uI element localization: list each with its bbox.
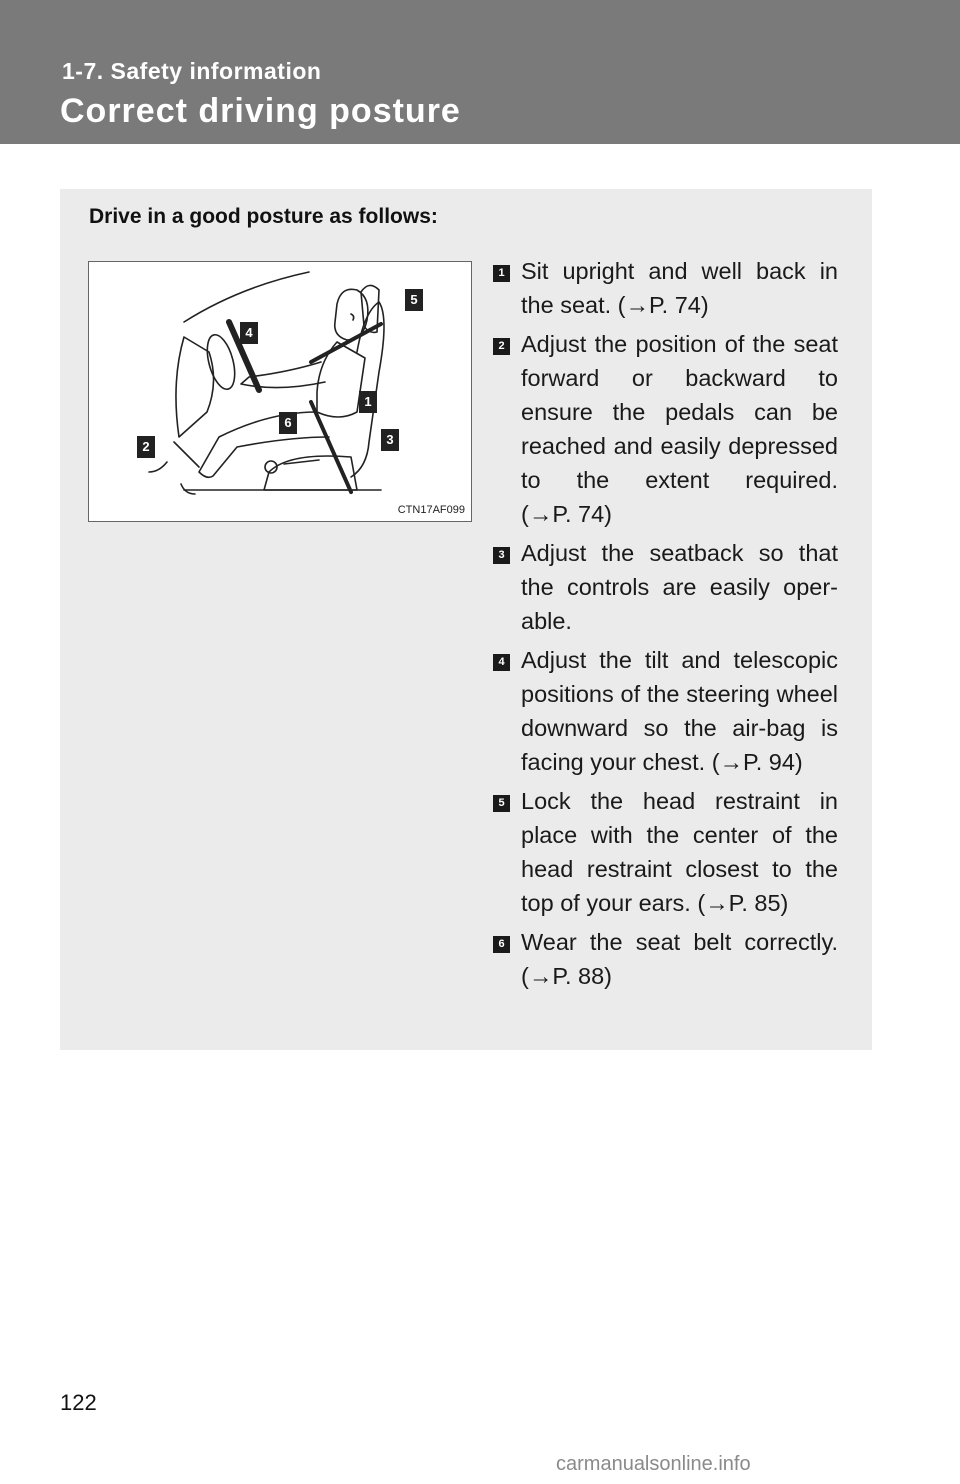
windshield-line [184,272,309,322]
step-item [493,925,838,993]
page-reference-link[interactable]: →P. 88) [528,963,612,989]
seat-belt [311,324,381,362]
step-number-badge: 3 [493,547,510,564]
driving-posture-illustration [88,261,472,522]
step-number-badge: 1 [493,265,510,282]
callout-3: 3 [381,429,399,451]
callout-1: 1 [359,391,377,413]
chapter-header-bar [0,0,960,144]
intro-text: Drive in a good posture as follows: [89,205,438,228]
page-title: Correct driving posture [60,92,461,130]
watermark-text: carmanualsonline.info [556,1453,751,1475]
posture-steps-list [493,254,838,998]
step-text: Sit upright and well back in the seat. (→P. 74) [521,258,838,318]
step-item [493,643,838,779]
step-item [493,327,838,531]
page-reference-link[interactable]: →P. 94) [719,749,803,775]
page-reference-link[interactable]: →P. 74) [528,501,612,527]
step-number-badge: 2 [493,338,510,355]
step-text: Adjust the position of the seat forward or backward to ensure the pedals can be reached and easily depressed to the extent required. (→P. 74) [521,331,838,527]
seat-back [351,302,384,477]
page-reference-link[interactable]: →P. 85) [705,890,789,916]
step-item [493,536,838,638]
callout-2: 2 [137,436,155,458]
page-number: 122 [60,1390,97,1415]
step-text: Lock the head restraint in place with the center of the head restraint closest to the top of your ears. (→P. 85) [521,788,838,916]
step-number-badge: 4 [493,654,510,671]
figure-code: CTN17AF099 [397,504,465,516]
step-number-badge: 5 [493,795,510,812]
callout-5: 5 [405,289,423,311]
section-label: 1-7. Safety information [62,58,322,84]
driver-leg [199,412,329,477]
callout-6: 6 [279,412,297,434]
page-reference-link[interactable]: →P. 74) [625,292,709,318]
step-text: Adjust the tilt and telescopic positions of the steering wheel downward so the air-bag is facing your chest. (→P. 94) [521,647,838,775]
callout-4: 4 [240,322,258,344]
step-text: Wear the seat belt correctly. (→P. 88) [521,929,838,989]
step-item [493,784,838,920]
step-item [493,254,838,322]
step-number-badge: 6 [493,936,510,953]
step-text: Adjust the seatback so that the controls are easily oper-able. [521,540,838,634]
